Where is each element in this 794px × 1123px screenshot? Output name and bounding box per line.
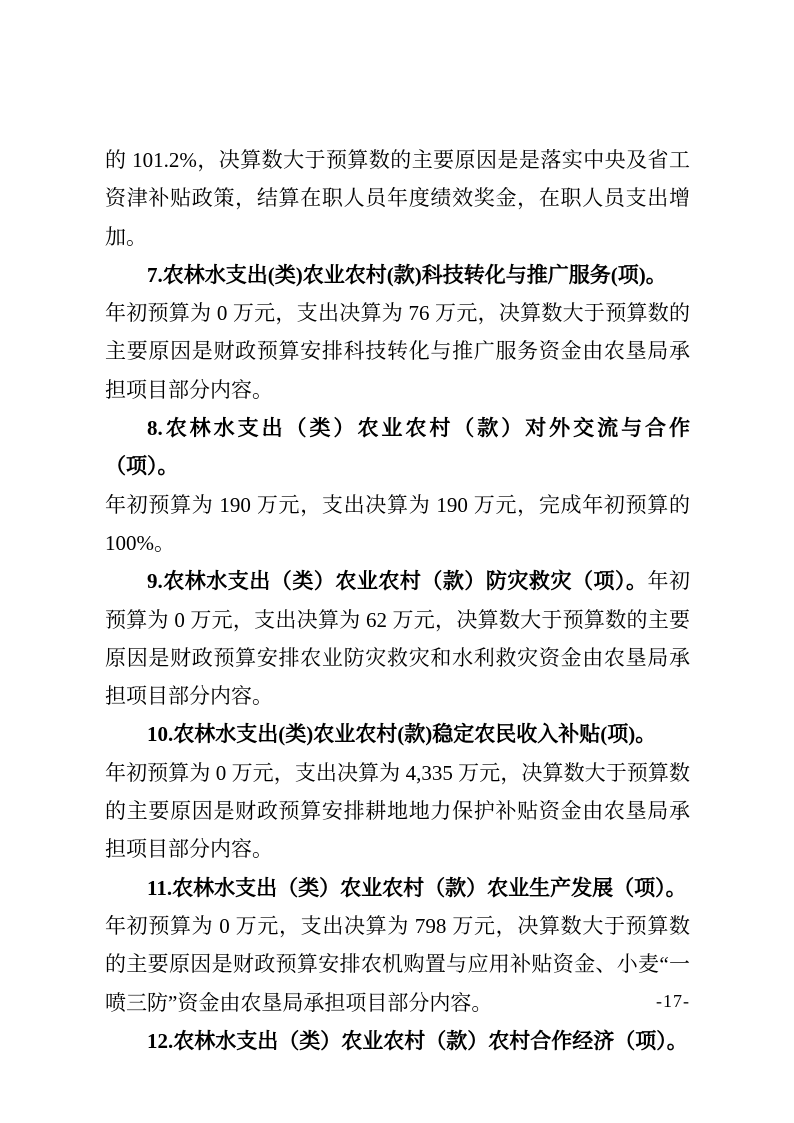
clause-body-text: 的 101.2%，决算数大于预算数的主要原因是是落实中央及省工资津补贴政策，结算在职人员年度绩效奖金，在职人员支出增加。: [105, 148, 690, 249]
clause-body-text: 年初预算为 0 万元，支出决算为 76 万元，决算数大于预算数的主要原因是财政预算安排科技转化与推广服务资金由农垦局承担项目部分内容。: [105, 301, 690, 402]
paragraph: [105, 141, 690, 256]
clause-body-text: 年初预算为 190 万元，支出决算为 190 万元，完成年初预算的 100%。: [105, 492, 690, 555]
paragraph: [105, 562, 690, 715]
page-number: -17-: [656, 991, 690, 1011]
paragraph: [105, 869, 690, 1022]
clause-heading: 12.农林水支出（类）农业农村（款）农村合作经济（项）。: [147, 1028, 688, 1053]
paragraph: [105, 715, 690, 868]
clause-body-text: 年初预算为 0 万元，支出决算为 62 万元，决算数大于预算数的主要原因是财政预算安排农业防灾救灾和水利救灾资金由农垦局承担项目部分内容。: [105, 569, 691, 709]
clause-heading: 7.农林水支出(类)农业农村(款)科技转化与推广服务(项)。: [147, 262, 667, 287]
paragraph: [105, 409, 690, 562]
document-body: [105, 141, 690, 1060]
clause-heading: 11.农林水支出（类）农业农村（款）农业生产发展（项）。: [147, 875, 687, 900]
paragraph: [105, 1022, 690, 1060]
clause-heading: 10.农林水支出(类)农业农村(款)稳定农民收入补贴(项)。: [147, 722, 657, 747]
paragraph: [105, 256, 690, 409]
clause-body-text: 年初预算为 0 万元，支出决算为 4,335 万元，决算数大于预算数的主要原因是财政预算安排耕地地力保护补贴资金由农垦局承担项目部分内容。: [105, 760, 690, 862]
clause-heading: 8.农林水支出（类）农业农村（款）对外交流与合作（项）。: [105, 416, 690, 479]
clause-body-text: 年初预算为 0 万元，支出决算为 798 万元，决算数大于预算数的主要原因是财政预算安排农机购置与应用补贴资金、小麦“一喷三防”资金由农垦局承担项目部分内容。: [105, 913, 690, 1015]
clause-heading: 9.农林水支出（类）农业农村（款）防灾救灾（项）。: [147, 569, 648, 594]
